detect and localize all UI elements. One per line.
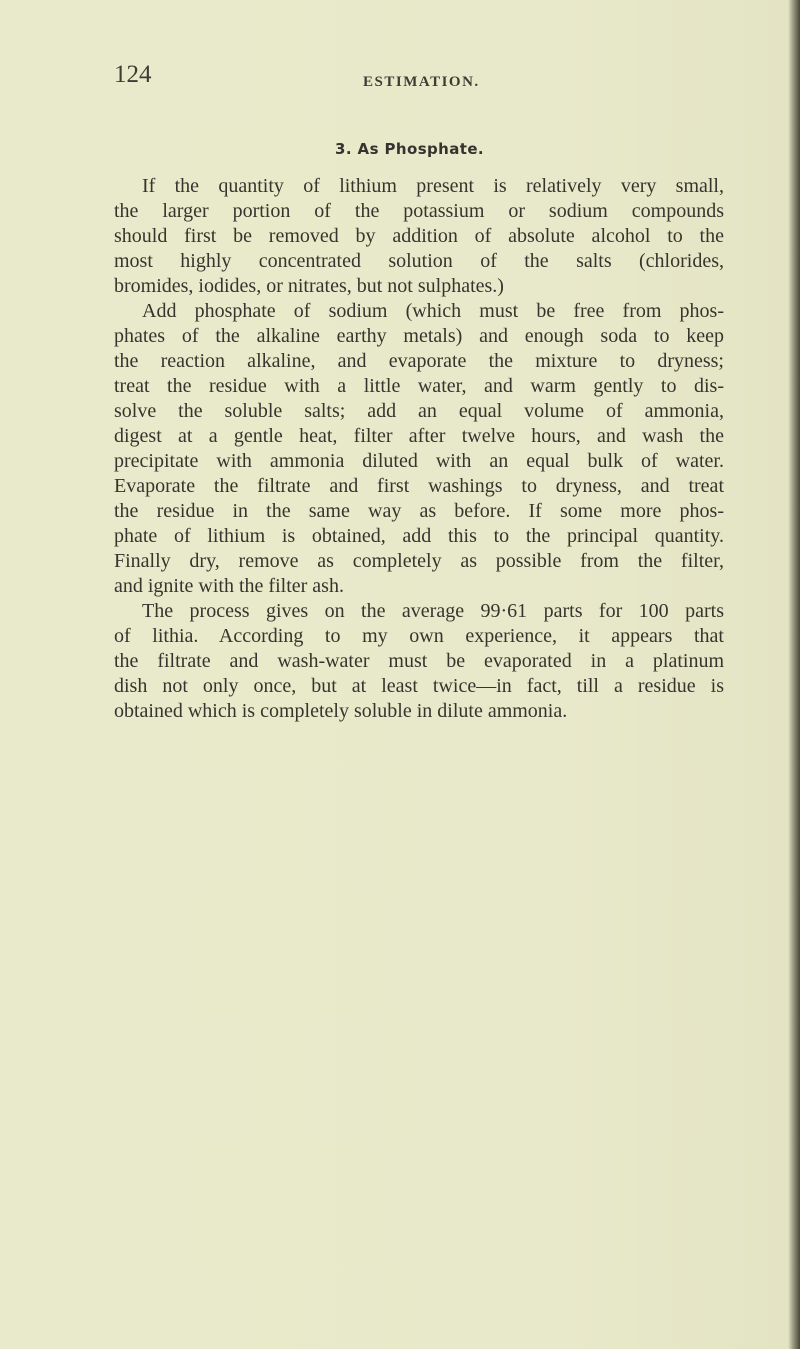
text-line: the reaction alkaline, and evaporate the mixture to dryness; [114,350,724,372]
text-line: Finally dry, remove as completely as possible from the filter, [114,550,724,572]
text-line: obtained which is completely soluble in dilute ammonia. [114,700,568,722]
body-text [114,174,724,724]
section-title: 3. As Phosphate. [335,140,485,158]
page-number: 124 [114,61,152,88]
text-line: The process gives on the average 99·61 parts for 100 parts [142,600,724,622]
text-line: Evaporate the filtrate and first washings to dryness, and treat [114,475,724,497]
text-line: phate of lithium is obtained, add this to the principal quantity. [114,525,724,547]
text-line: the residue in the same way as before. If some more phos- [114,500,724,522]
paragraph-1 [114,174,724,299]
paragraph-3 [114,599,724,724]
text-line: treat the residue with a little water, and warm gently to dis- [114,375,724,397]
text-line: dish not only once, but at least twice—in fact, till a residue is [114,675,724,697]
text-line: most highly concentrated solution of the salts (chlorides, [114,250,724,272]
text-line: and ignite with the filter ash. [114,575,344,597]
running-head: ESTIMATION. [363,74,480,90]
page-edge-shadow [788,0,800,1349]
text-line: bromides, iodides, or nitrates, but not sulphates.) [114,275,504,297]
text-line: should first be removed by addition of absolute alcohol to the [114,225,724,247]
text-line: precipitate with ammonia diluted with an equal bulk of water. [114,450,724,472]
text-line: digest at a gentle heat, filter after twelve hours, and wash the [114,425,724,447]
text-line: of lithia. According to my own experience, it appears that [114,625,724,647]
text-line: the filtrate and wash-water must be evaporated in a platinum [114,650,724,672]
text-line: Add phosphate of sodium (which must be free from phos- [142,300,724,322]
text-line: solve the soluble salts; add an equal volume of ammonia, [114,400,724,422]
text-line: the larger portion of the potassium or sodium compounds [114,200,724,222]
text-line: If the quantity of lithium present is relatively very small, [142,175,724,197]
text-line: phates of the alkaline earthy metals) and enough soda to keep [114,325,724,347]
paragraph-2 [114,299,724,599]
